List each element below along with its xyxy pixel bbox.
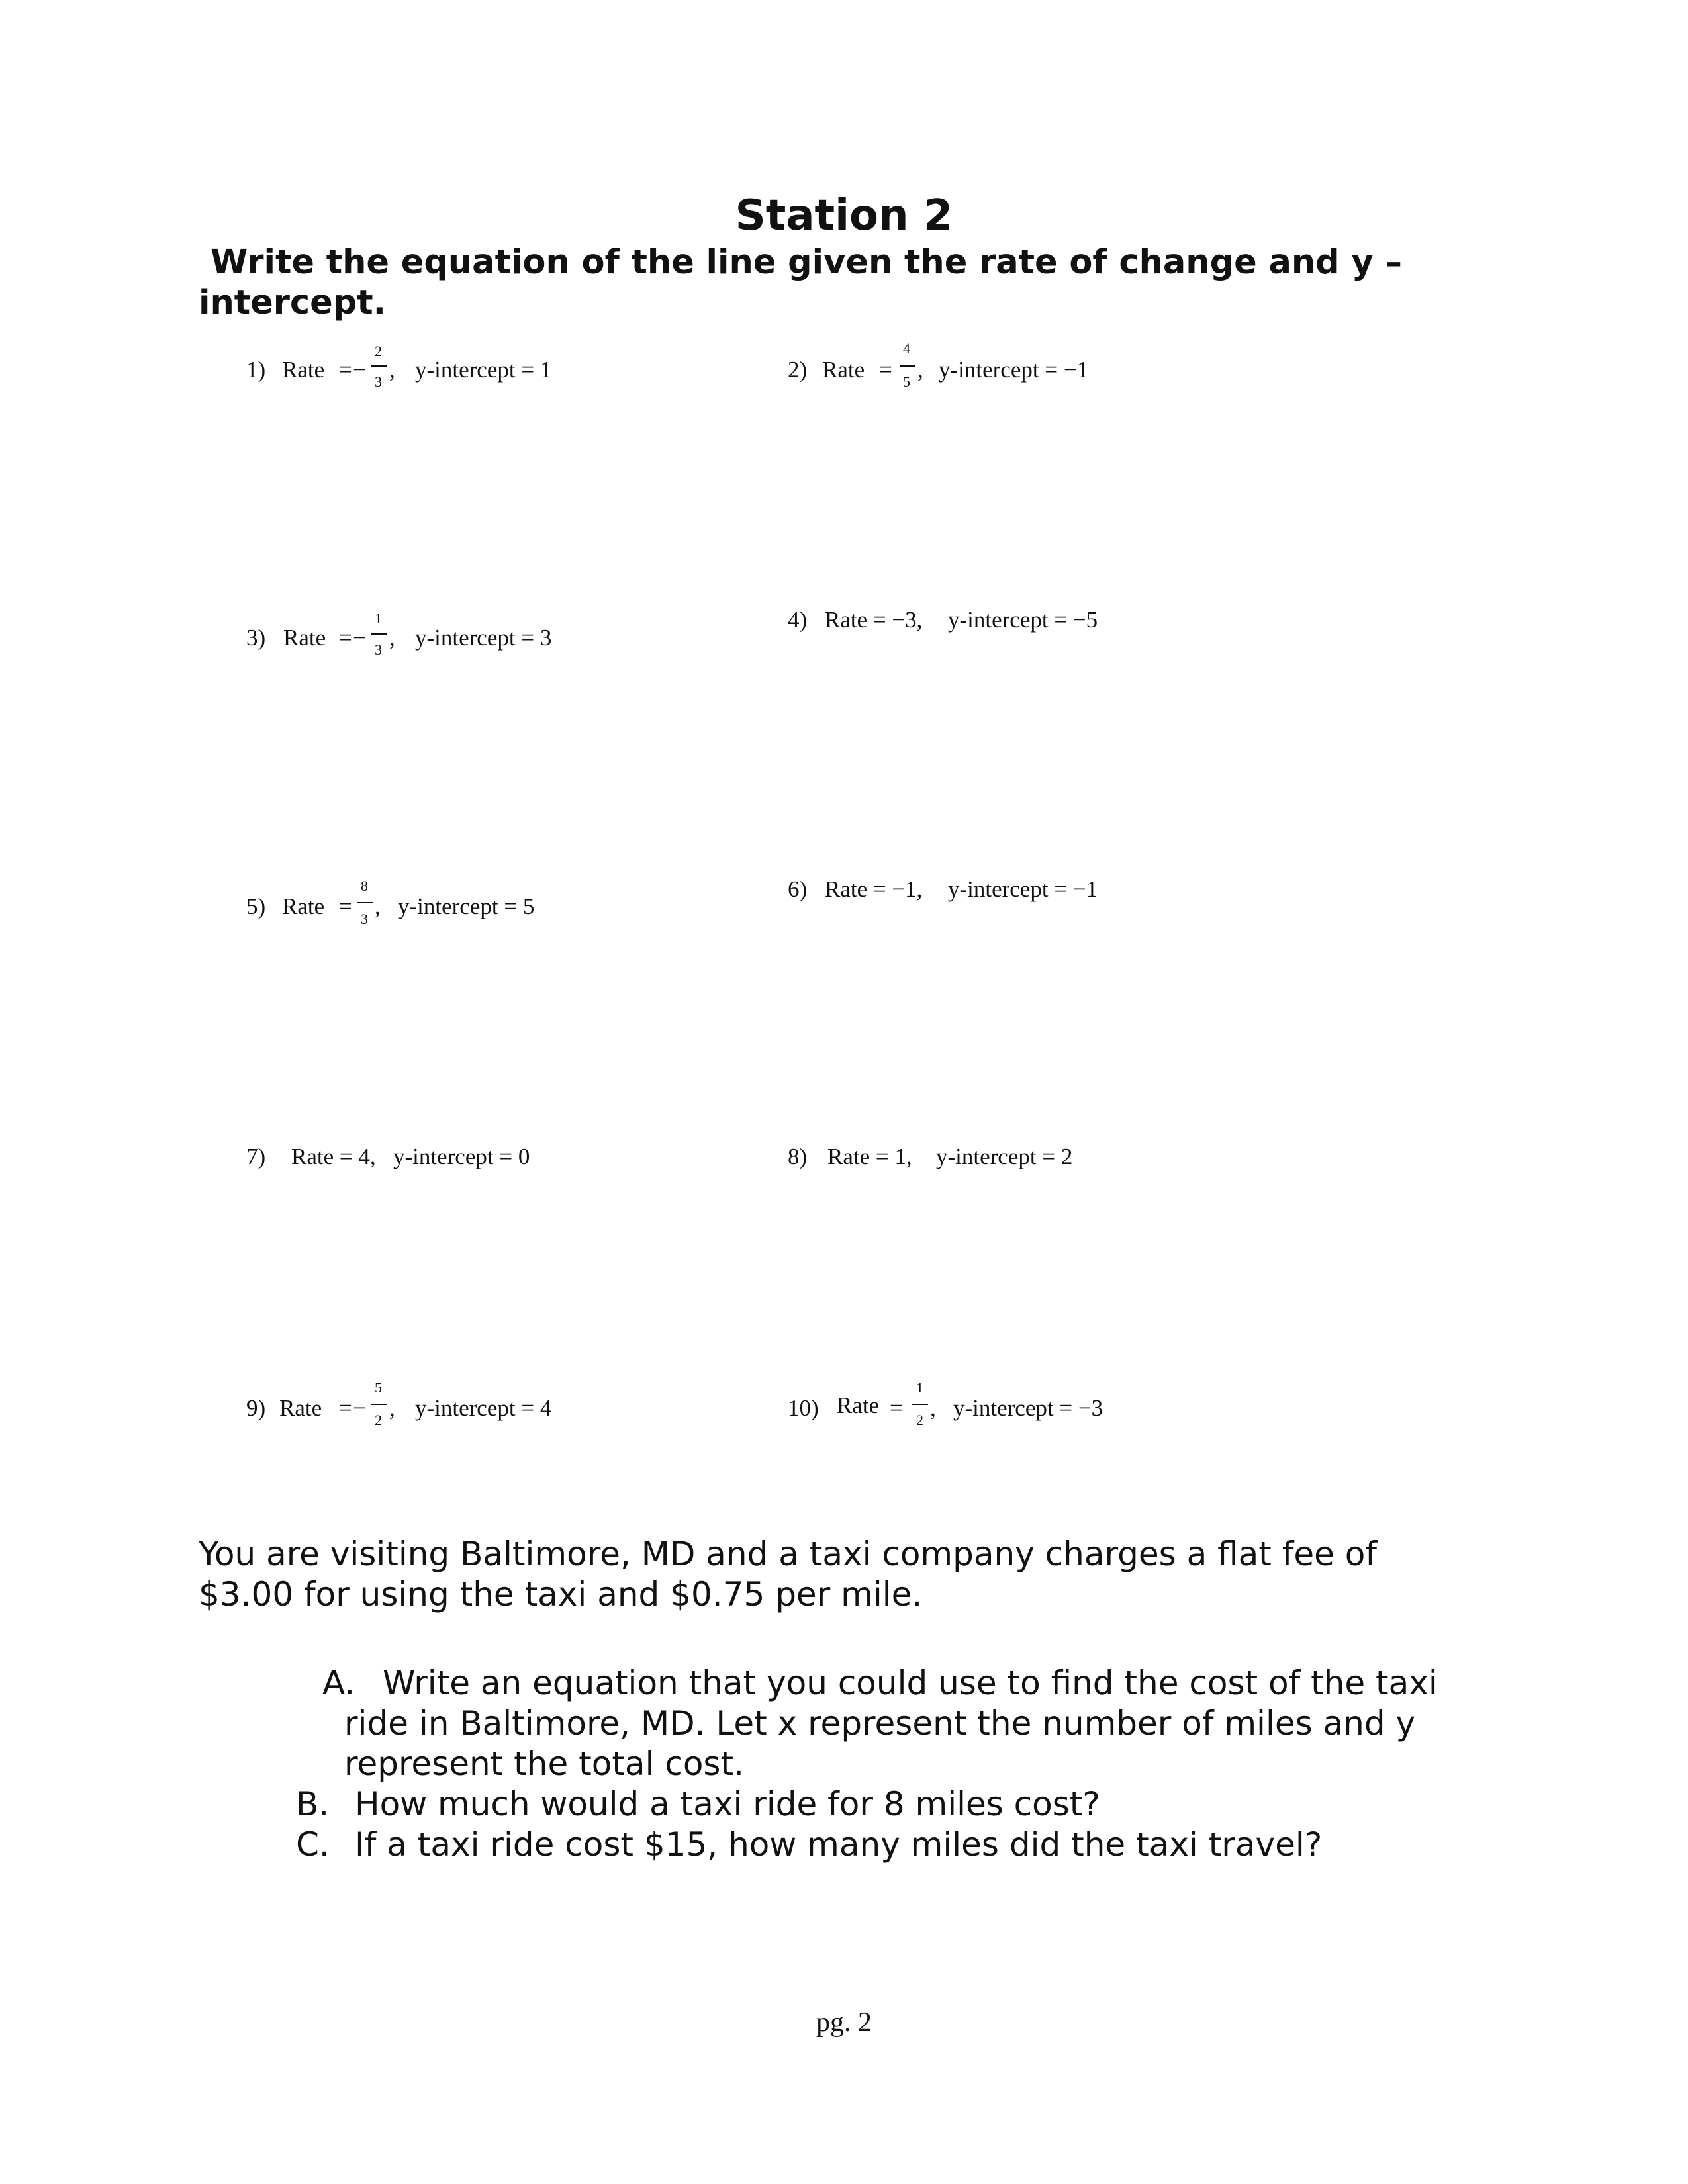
y-intercept: y-intercept = 2 [936,1144,1073,1169]
y-intercept: y-intercept = 5 [398,893,535,919]
problem-label: 5) [246,893,266,919]
word-problem-text: You are visiting Baltimore, MD and a taxi company charges a flat fee of $3.00 for using the taxi and $0.75 per mile. [199,1535,1378,1614]
instructions: Write the equation of the line given the rate of change and y – intercept. [199,243,1402,322]
equals-sign: = [339,625,352,651]
fraction-numerator: 2 [375,343,382,359]
fraction-bar [371,365,387,367]
fraction-denominator: 3 [361,911,368,927]
rate-value: Rate = 4, [291,1144,376,1169]
fraction-numerator: 1 [375,610,382,627]
question-line: Write an equation that you could use to find the cost of the taxi [383,1664,1438,1702]
fraction-numerator: 4 [903,340,910,357]
comma: , [930,1395,936,1421]
problem-label: 9) [246,1395,266,1421]
problem-label: 4) [788,607,808,633]
question-line: represent the total cost. [344,1745,744,1783]
question-line: ride in Baltimore, MD. Let x represent the number of miles and y [344,1704,1416,1743]
equals-sign: = [339,893,352,919]
fraction-denominator: 5 [903,373,910,390]
equals-sign: = [890,1395,903,1421]
rate-word: Rate [282,893,325,919]
page-number: pg. 2 [816,2007,872,2038]
comma: , [389,625,395,651]
y-intercept: y-intercept = 4 [415,1395,552,1421]
minus-sign: − [353,357,366,383]
fraction-bar [357,902,373,903]
comma: , [375,893,381,919]
rate-word: Rate [283,625,326,651]
rate-value: Rate = −1, [825,876,923,902]
fraction-bar [371,633,387,635]
minus-sign: − [353,1395,366,1421]
comma: , [917,357,923,383]
fraction-bar [900,365,915,367]
equals-sign: = [339,1395,352,1421]
question-letter: B. [296,1785,330,1823]
y-intercept: y-intercept = 1 [415,357,552,383]
fraction-denominator: 2 [375,1412,382,1428]
fraction-denominator: 2 [916,1412,923,1428]
y-intercept: y-intercept = −3 [953,1395,1103,1421]
problem-label: 3) [246,625,266,651]
y-intercept: y-intercept = −1 [939,357,1089,383]
fraction-denominator: 3 [375,373,382,390]
problem-label: 7) [246,1144,266,1169]
rate-value: Rate = 1, [827,1144,912,1169]
fraction-denominator: 3 [375,641,382,658]
comma: , [389,1395,395,1421]
equals-sign: = [339,357,352,383]
fraction-numerator: 1 [916,1379,923,1396]
problem-label: 2) [788,357,808,383]
problem-label: 1) [246,357,266,383]
fraction-numerator: 5 [375,1379,382,1396]
comma: , [389,357,395,383]
question-letter: A. [322,1664,355,1702]
rate-word: Rate [822,357,865,383]
rate-word: Rate [837,1392,880,1418]
fraction-bar [371,1404,387,1405]
y-intercept: y-intercept = 0 [393,1144,530,1169]
rate-value: Rate = −3, [825,607,923,633]
fraction-numerator: 8 [361,878,368,894]
problem-label: 10) [788,1395,819,1421]
question-line: If a taxi ride cost $15, how many miles did the taxi travel? [355,1825,1323,1864]
fraction-bar [912,1404,928,1405]
y-intercept: y-intercept = −1 [948,876,1098,902]
rate-word: Rate [282,357,325,383]
y-intercept: y-intercept = 3 [415,625,552,651]
question-line: How much would a taxi ride for 8 miles cost? [355,1785,1100,1823]
y-intercept: y-intercept = −5 [948,607,1098,633]
problem-label: 8) [788,1144,808,1169]
page-title: Station 2 [735,191,953,240]
rate-word: Rate [279,1395,322,1421]
equals-sign: = [879,357,892,383]
minus-sign: − [353,625,366,651]
problem-label: 6) [788,876,808,902]
question-letter: C. [296,1825,330,1864]
